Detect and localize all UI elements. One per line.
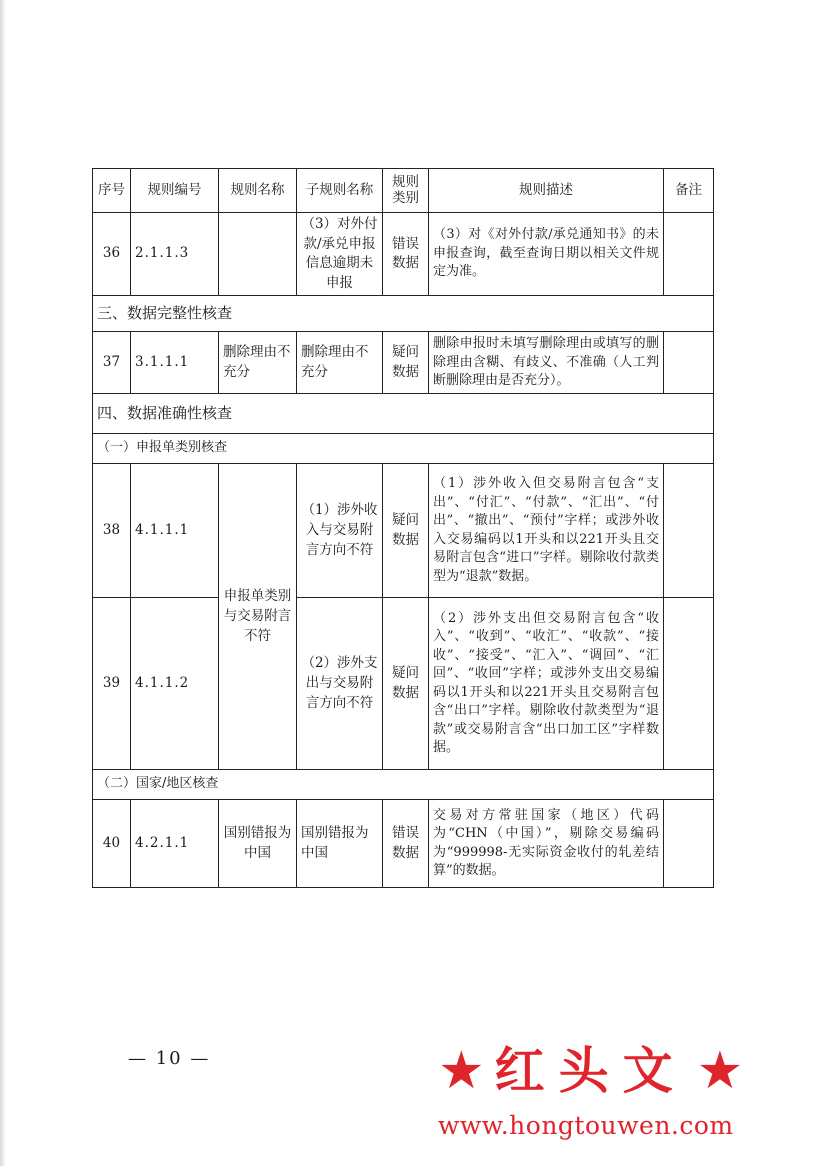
rule-category: 疑问数据	[383, 464, 429, 598]
rule-description: （3）对《对外付款/承兑通知书》的未申报查询，截至查询日期以相关文件规定为准。	[429, 213, 664, 296]
subrule-name: 国别错报为中国	[297, 800, 383, 888]
col-header-subrule: 子规则名称	[297, 169, 383, 213]
rule-name-merged: 申报单类别与交易附言不符	[219, 464, 297, 770]
rule-description: （2）涉外支出但交易附言包含“收入”、“收到”、“收汇”、“收款”、“接收”、“接受”、“汇入”、“调回”、“汇回”、“收回”字样；或涉外支出交易编码以1开头和以221开头且交易附言包含“出口”字样。剔除收付款类型为“退款”或交易附言含“出口加工区”字样数据。	[429, 598, 664, 770]
rule-description: （1）涉外收入但交易附言包含“支出”、“付汇”、“付款”、“汇出”、“付出”、“撤出”、“预付”字样；或涉外收入交易编码以1开头和以221开头且交易附言包含“进口”字样。剔除收付款类型为“退款”数据。	[429, 464, 664, 598]
subsection-title-form-type: （一）申报单类别核查	[93, 434, 714, 464]
table-row-40	[93, 800, 714, 888]
row-no: 37	[93, 332, 131, 394]
star-icon: ★	[696, 1041, 744, 1101]
subrule-name: （2）涉外支出与交易附言方向不符	[297, 598, 383, 770]
rule-note	[664, 598, 714, 770]
rule-description: 删除申报时未填写删除理由或填写的删除理由含糊、有歧义、不准确（人工判断删除理由是否充分）。	[429, 332, 664, 394]
row-no: 38	[93, 464, 131, 598]
subsection-title-country: （二）国家/地区核查	[93, 770, 714, 800]
col-header-name: 规则名称	[219, 169, 297, 213]
rule-note	[664, 800, 714, 888]
table-row-39	[93, 598, 714, 770]
rule-name: 国别错报为中国	[219, 800, 297, 888]
section-row	[93, 296, 714, 332]
rule-note	[664, 464, 714, 598]
subsection-row	[93, 434, 714, 464]
rule-category: 疑问数据	[383, 598, 429, 770]
rule-description: 交易对方常驻国家（地区）代码为“CHN（中国）”，剔除交易编码为“999998-无实际资金收付的轧差结算”的数据。	[429, 800, 664, 888]
rule-name	[219, 213, 297, 296]
star-icon: ★	[438, 1041, 485, 1101]
rule-code: 4.2.1.1	[131, 800, 219, 888]
header-row	[93, 169, 714, 213]
rule-code: 2.1.1.3	[131, 213, 219, 296]
col-header-no: 序号	[93, 169, 131, 213]
watermark-title-row	[438, 1041, 818, 1101]
page-edge-shadow	[0, 0, 6, 1166]
subrule-name: 删除理由不充分	[297, 332, 383, 394]
row-no: 39	[93, 598, 131, 770]
subrule-name: （1）涉外收入与交易附言方向不符	[297, 464, 383, 598]
col-header-code: 规则编号	[131, 169, 219, 213]
section-title-completeness: 三、数据完整性核查	[93, 296, 714, 332]
rule-code: 3.1.1.1	[131, 332, 219, 394]
row-no: 36	[93, 213, 131, 296]
row-no: 40	[93, 800, 131, 888]
rules-table	[92, 168, 714, 888]
watermark-logo	[438, 1041, 818, 1155]
rule-category: 错误数据	[383, 800, 429, 888]
table-row-37	[93, 332, 714, 394]
rule-name: 删除理由不充分	[219, 332, 297, 394]
table-row-36	[93, 213, 714, 296]
rule-code: 4.1.1.2	[131, 598, 219, 770]
subrule-name: （3）对外付款/承兑申报信息逾期未申报	[297, 213, 383, 296]
rule-note	[664, 213, 714, 296]
col-header-description: 规则描述	[429, 169, 664, 213]
rule-note	[664, 332, 714, 394]
col-header-note: 备注	[664, 169, 714, 213]
subsection-row	[93, 770, 714, 800]
section-row	[93, 394, 714, 434]
section-title-accuracy: 四、数据准确性核查	[93, 394, 714, 434]
table-row-38	[93, 464, 714, 598]
watermark-text: 红头文	[494, 1042, 687, 1100]
page-number: — 10 —	[128, 1048, 211, 1069]
rule-category: 疑问数据	[383, 332, 429, 394]
watermark-url: www.hongtouwen.com	[438, 1111, 734, 1140]
col-header-category: 规则类别	[383, 169, 429, 213]
rule-code: 4.1.1.1	[131, 464, 219, 598]
rule-category: 错误数据	[383, 213, 429, 296]
